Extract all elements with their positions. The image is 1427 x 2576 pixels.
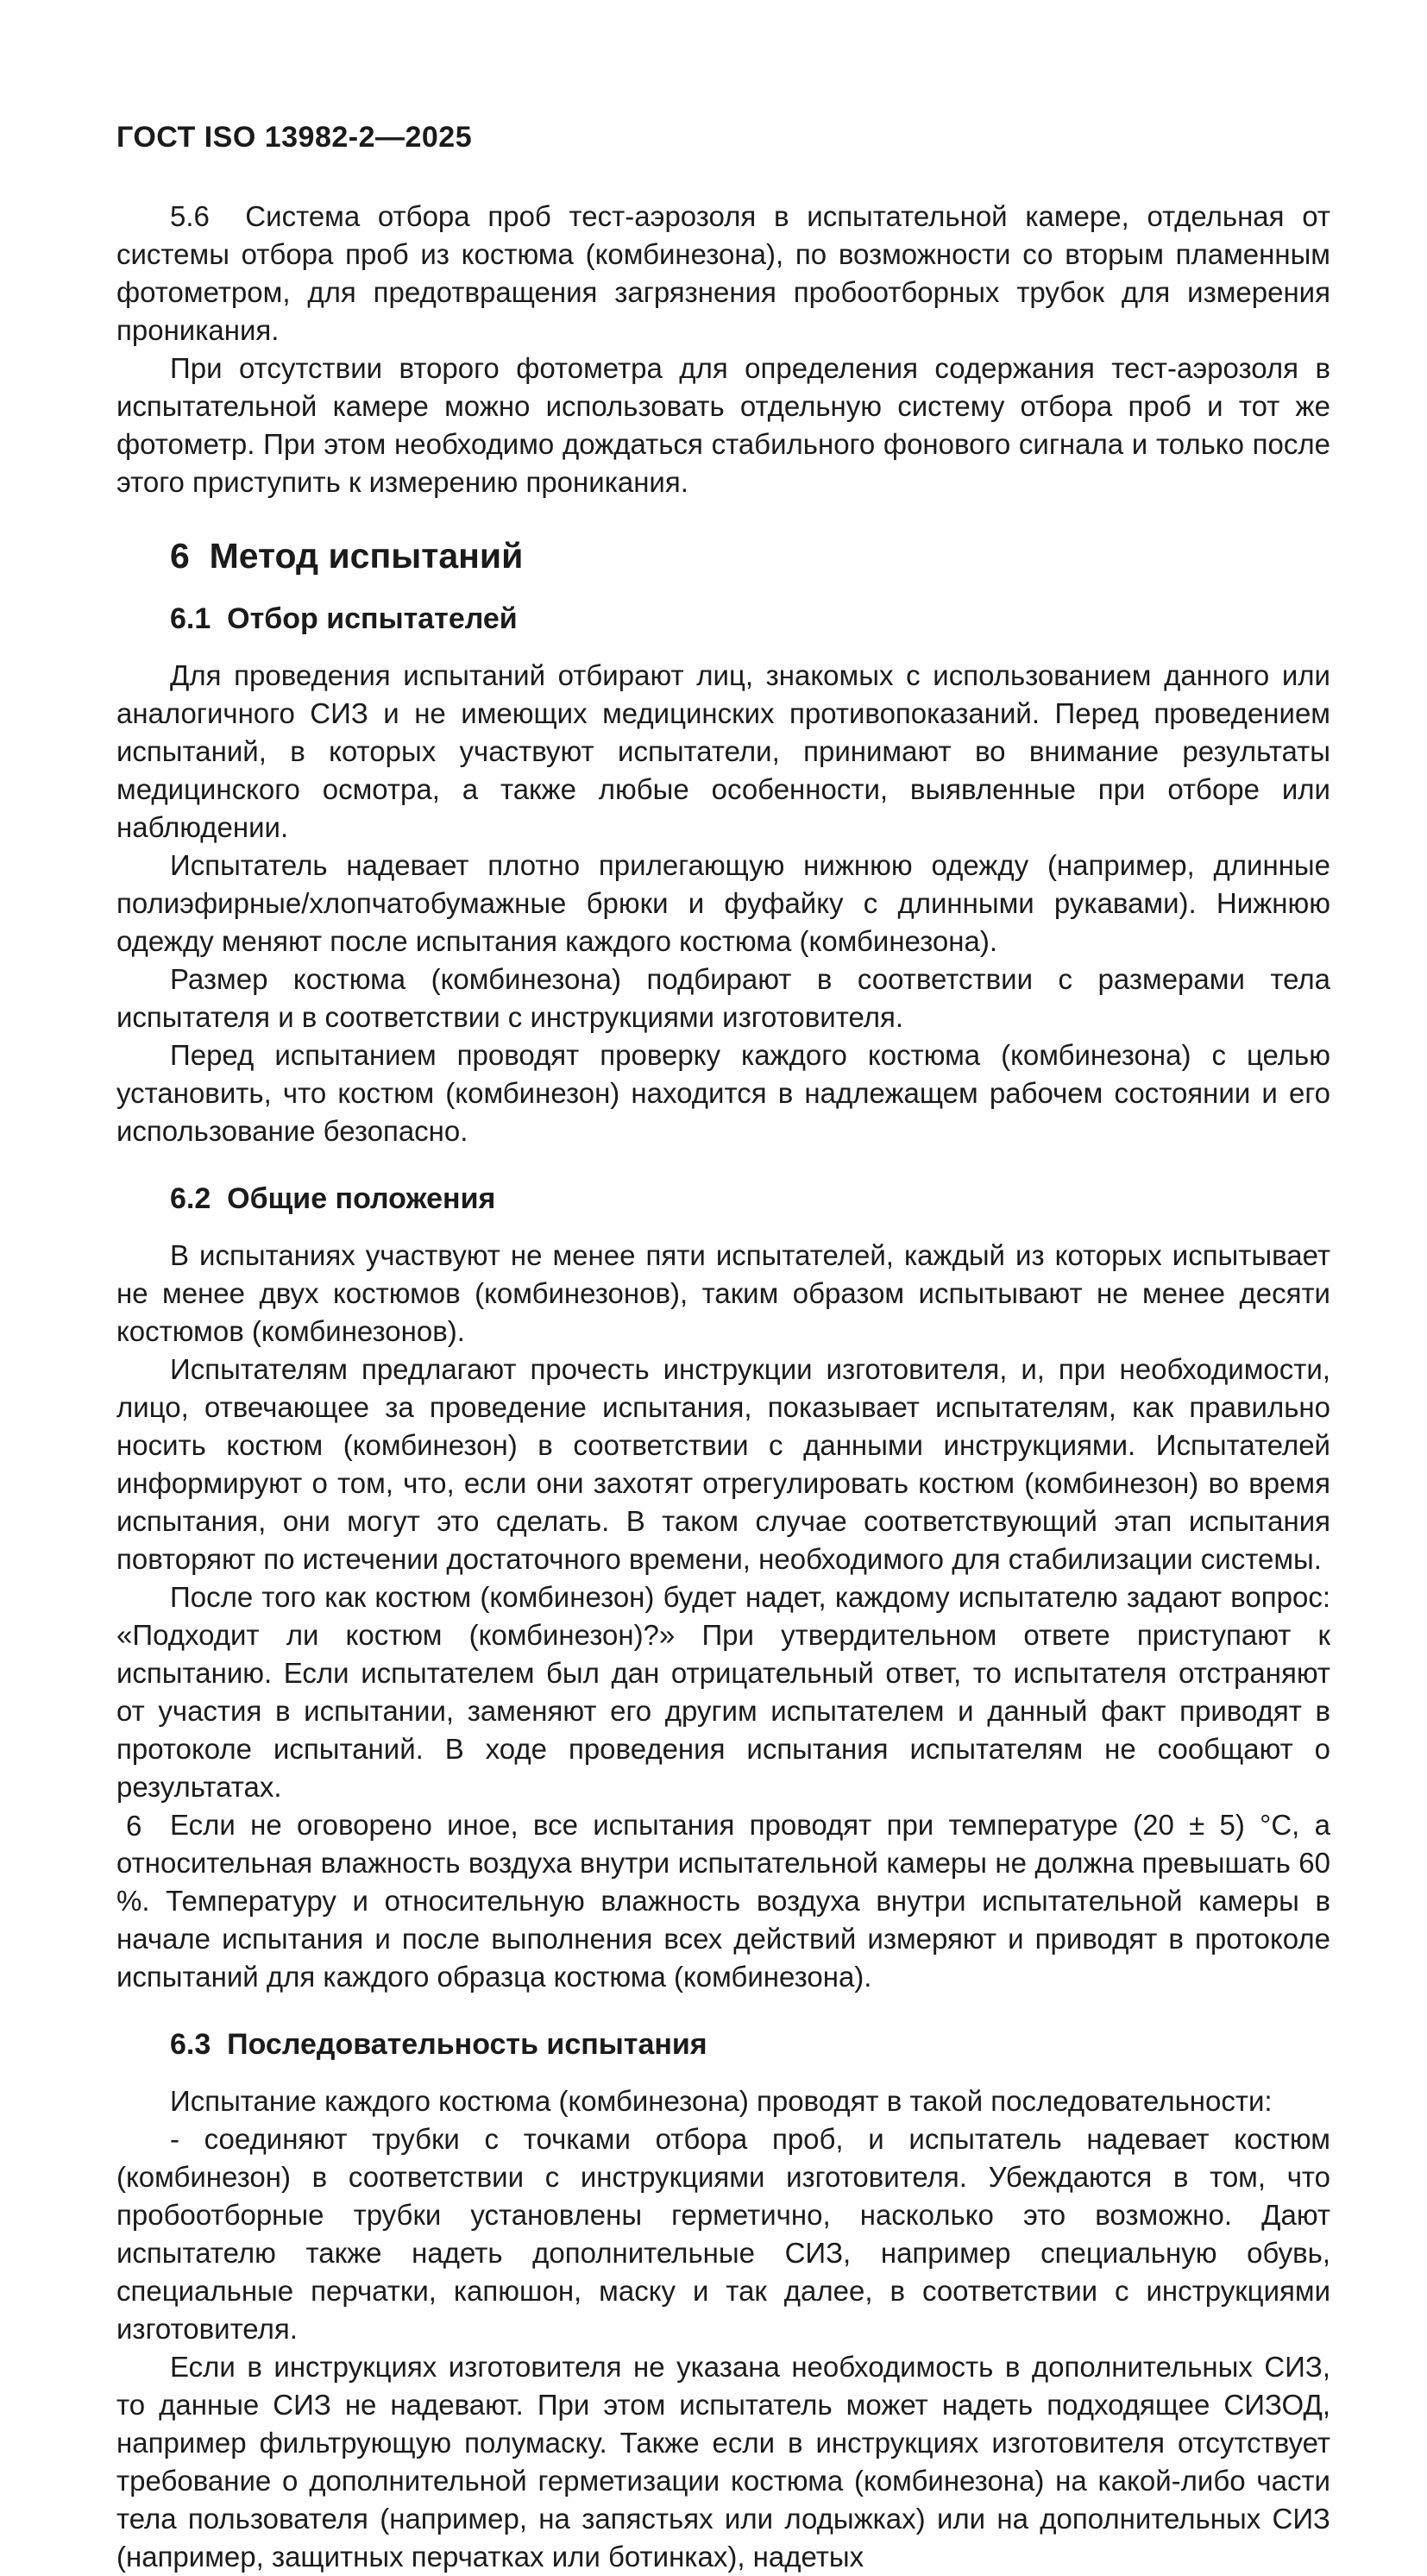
section-6-3-list-item-1: - соединяют трубки с точками отбора проб, и испытатель надевает костюм (комбинезон) в соответствии с инструкциями изготовителя. Убеждаются в том, что пробоотборные трубки установлены герметично, насколько это возможно. Дают испытателю также надеть дополнительные СИЗ, например специальную обувь, специальные перчатки, капюшон, маску и так далее, в соответствии с инструкциями изготовителя. (116, 2123, 1330, 2345)
section-6-2-paragraph-2: Испытателям предлагают прочесть инструкции изготовителя, и, при необходимости, лицо, отвечающее за проведение испытания, показывает испытателям, как правильно носить костюм (комбинезон) в соответствии с данными инструкциями. Испытателей информируют о том, что, если они захотят отрегулировать костюм (комбинезон) во время испытания, они могут это сделать. В таком случае соответствующий этап испытания повторяют по истечении достаточного времени, необходимого для стабилизации системы. (116, 1353, 1330, 1575)
section-6-1-paragraph-4: Перед испытанием проводят проверку каждого костюма (комбинезона) с целью установить, что костюм (комбинезон) находится в надлежащем рабочем состоянии и его использование безопасно. (116, 1039, 1330, 1147)
section-6-2-paragraph-4: Если не оговорено иное, все испытания проводят при температуре (20 ± 5) °C, а относительная влажность воздуха внутри испытательной камеры не должна превышать 60 %. Температуру и относительную влажность воздуха внутри испытательной камеры в начале испытания и после выполнения всех действий измеряют и приводят в протоколе испытаний для каждого образца костюма (комбинезона). (116, 1809, 1330, 1993)
section-6-1-paragraph-2: Испытатель надевает плотно прилегающую нижнюю одежду (например, длинные полиэфирные/хлопчатобумажные брюки и фуфайку с длинными рукавами). Нижнюю одежду меняют после испытания каждого костюма (комбинезона). (116, 849, 1330, 957)
page-number: 6 (126, 1810, 142, 1842)
document-header-designation: ГОСТ ISO 13982-2—2025 (116, 121, 473, 154)
section-6-3-paragraph-2: Если в инструкциях изготовителя не указана необходимость в дополнительных СИЗ, то данные СИЗ не надевают. При этом испытатель может надеть подходящее СИЗОД, например фильтрующую полумаску. Также если в инструкциях изготовителя отсутствует требование о дополнительной герметизации костюма (комбинезона) на какой-либо части тела пользователя (например, на запястьях или лодыжках) или на дополнительных СИЗ (например, защитных перчатках или ботинках), надетых (116, 2351, 1330, 2573)
section-6-2-paragraph-1: В испытаниях участвуют не менее пяти испытателей, каждый из которых испытывает не менее двух костюмов (комбинезонов), таким образом испытывают не менее десяти костюмов (комбинезонов). (116, 1239, 1330, 1347)
section-6-2-paragraph-3: После того как костюм (комбинезон) будет надет, каждому испытателю задают вопрос: «Подходит ли костюм (комбинезон)?» При утвердительном ответе приступают к испытанию. Если испытателем был дан отрицательный ответ, то испытателя отстраняют от участия в испытании, заменяют его другим испытателем и данный факт приводят в протоколе испытаний. В ходе проведения испытания испытателям не сообщают о результатах. (116, 1581, 1330, 1803)
section-6-1-paragraph-1: Для проведения испытаний отбирают лиц, знакомых с использованием данного или аналогичного СИЗ и не имеющих медицинских противопоказаний. Перед проведением испытаний, в которых участвуют испытатели, принимают во внимание результаты медицинского осмотра, а также любые особенности, выявленные при отборе или наблюдении. (116, 659, 1330, 843)
section-6-heading: 6 Метод испытаний (170, 536, 524, 576)
paragraph-5-6-note: При отсутствии второго фотометра для определения содержания тест-аэрозоля в испытательной камере можно использовать отдельную систему отбора проб и тот же фотометр. При этом необходимо дождаться стабильного фонового сигнала и только после этого приступить к измерению проникания. (116, 352, 1330, 498)
section-6-3-heading: 6.3 Последовательность испытания (170, 2028, 707, 2061)
section-6-2-heading: 6.2 Общие положения (170, 1182, 496, 1215)
section-6-3-paragraph-1: Испытание каждого костюма (комбинезона) проводят в такой последовательности: (170, 2085, 1273, 2117)
section-6-1-heading: 6.1 Отбор испытателей (170, 602, 518, 635)
section-6-1-paragraph-3: Размер костюма (комбинезона) подбирают в соответствии с размерами тела испытателя и в соответствии с инструкциями изготовителя. (116, 963, 1330, 1033)
paragraph-5-6: 5.6 Система отбора проб тест-аэрозоля в испытательной камере, отдельная от системы отбора проб из костюма (комбинезона), по возможности со вторым пламенным фотометром, для предотвращения загрязнения пробоотборных трубок для измерения проникания. (116, 200, 1330, 346)
